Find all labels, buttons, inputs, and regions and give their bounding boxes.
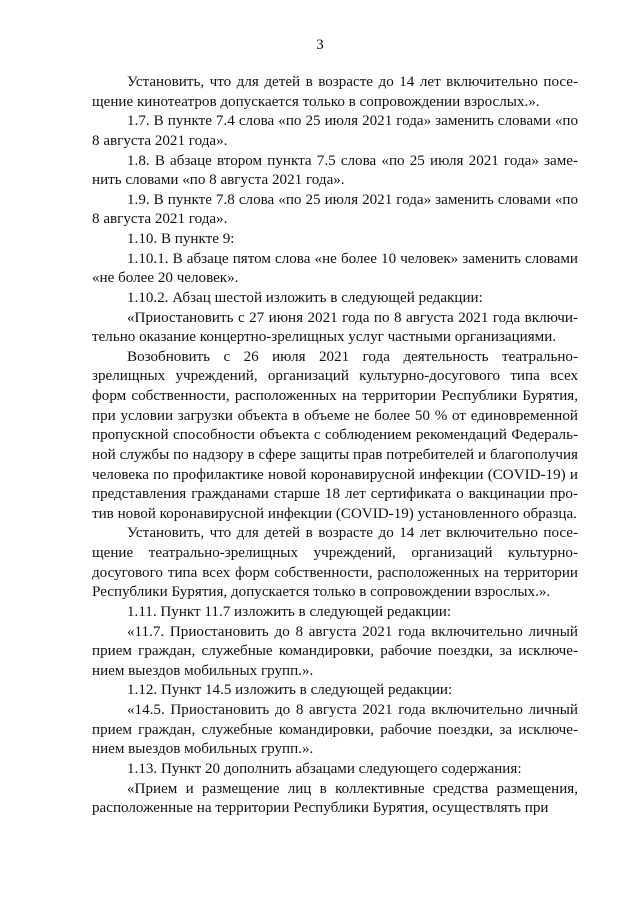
document-body — [92, 73, 578, 819]
paragraph: «Приостановить с 27 июня 2021 года по 8 августа 2021 года включительно оказание концертно-зрелищных услуг частными организациями. — [92, 309, 578, 346]
paragraph: «11.7. Приостановить до 8 августа 2021 года включительно личный прием граждан, служебные командировки, рабочие поездки, за исключением выездов мобильных групп.». — [92, 623, 578, 679]
paragraph: 1.8. В абзаце втором пункта 7.5 слова «по 25 июля 2021 года» заменить словами «по 8 августа 2021 года». — [92, 152, 578, 189]
paragraph: «Прием и размещение лиц в коллективные средства размещения, расположенные на территории Республики Бурятия, осуществлять при — [92, 780, 578, 817]
paragraph: 1.7. В пункте 7.4 слова «по 25 июля 2021 года» заменить словами «по 8 августа 2021 года». — [92, 113, 578, 149]
paragraph: «14.5. Приостановить до 8 августа 2021 года включительно личный прием граждан, служебные командировки, рабочие поездки, за исключением выездов мобильных групп.». — [92, 702, 578, 758]
paragraph: 1.10. В пункте 9: — [127, 231, 235, 247]
paragraph: 1.9. В пункте 7.8 слова «по 25 июля 2021 года» заменить словами «по 8 августа 2021 года». — [92, 191, 578, 228]
paragraph: Установить, что для детей в возрасте до 14 лет включительно посещение кинотеатров допускается только в сопровождении взрослых.». — [92, 74, 578, 110]
page-number: 3 — [316, 37, 324, 53]
paragraph: 1.10.2. Абзац шестой изложить в следующей редакции: — [127, 289, 483, 306]
paragraph: 1.11. Пункт 11.7 изложить в следующей редакции: — [127, 603, 452, 620]
paragraph: Возобновить с 26 июля 2021 года деятельность театрально-зрелищных учреждений, организаций культурно-досугового типа всех форм собственности, расположенных на территории Республики Бурятия, при условии загрузки объекта в объеме не более 50 % от единовременной пропускной способности объекта с соблюдением рекомендаций Федеральной службы по надзору в сфере защиты прав потребителей и благополучия человека по профилактике новой коронавирусной инфекции (COVID-19) и представления гражданами старше 18 лет сертификата о вакцинации против новой коронавирусной инфекции (COVID-19) установленного образца. — [92, 348, 578, 522]
paragraph: 1.13. Пункт 20 дополнить абзацами следующего содержания: — [127, 760, 522, 777]
paragraph: Установить, что для детей в возрасте до 14 лет включительно посещение театрально-зрелищных учреждений, организаций культурно-досугового типа всех форм собственности, расположенных на территории Республики Бурятия, допускается только в сопровождении взрослых.». — [92, 525, 578, 601]
paragraph: 1.12. Пункт 14.5 изложить в следующей редакции: — [127, 682, 453, 699]
paragraph: 1.10.1. В абзаце пятом слова «не более 10 человек» заменить словами «не более 20 человек». — [92, 250, 578, 287]
